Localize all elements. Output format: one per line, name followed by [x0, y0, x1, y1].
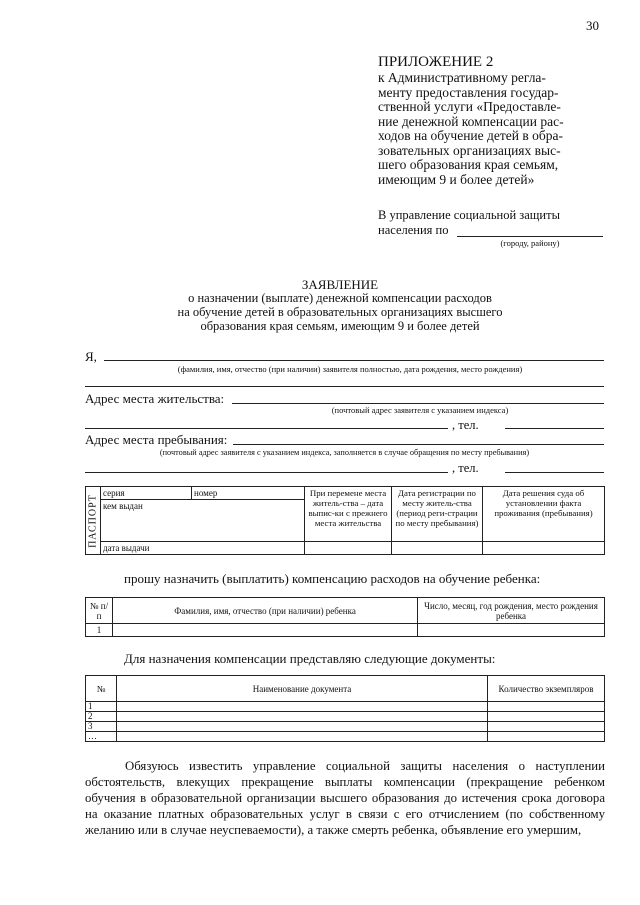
move-date-header: При перемене места житель-ства – дата выпис-ки с прежнего места жительства	[305, 487, 392, 542]
doc-qty-cell[interactable]	[488, 722, 605, 732]
table-row	[86, 722, 605, 732]
statement-title: ЗАЯВЛЕНИЕ	[301, 277, 379, 292]
appendix-line: ние денежной компенсации рас-	[378, 113, 564, 129]
passport-side-label: ПАСПОРТ	[87, 493, 99, 548]
passport-side-cell	[86, 487, 101, 555]
obligation-paragraph: Обязуюсь известить управление социальной защиты населения о наступлении обстоятельств, влекущих прекращение выплаты компенсации (прекращение ребенком обучения в образовательной организации высшего образования до истечения срока договора на оказание платных образовательных услуг в связи с его отчислением (по собственному желанию или в случае неуспеваемости), а также смерть ребенка, объявление его умершим,	[85, 759, 605, 837]
docs-intro: Для назначения компенсации представляю следующие документы:	[124, 651, 496, 666]
child-birth-header: Число, месяц, год рождения, место рождения ребенка	[418, 598, 605, 624]
appendix-line: менту предоставления государ-	[378, 84, 559, 100]
applicant-label: Я,	[85, 349, 97, 364]
applicant-field[interactable]	[104, 360, 604, 361]
page-number: 30	[586, 18, 599, 33]
residence-label: Адрес места жительства:	[85, 391, 225, 406]
doc-qty-cell[interactable]	[488, 712, 605, 722]
table-row	[86, 624, 605, 637]
passport-issued-by-label: кем выдан	[103, 501, 143, 511]
court-decision-header: Дата решения суда об установлении факта проживания (пребывания)	[483, 487, 605, 542]
doc-row-num: 3	[86, 722, 117, 732]
residence-caption: (почтовый адрес заявителя с указанием индекса)	[331, 405, 509, 415]
passport-issued-by-cell[interactable]	[101, 500, 305, 542]
stay-tel-label: , тел.	[452, 461, 479, 475]
doc-name-cell[interactable]	[117, 732, 488, 742]
passport-table	[85, 486, 605, 555]
appendix-line: ственной услуги «Предоставле-	[378, 99, 561, 114]
doc-row-num: 2	[86, 712, 117, 722]
stay-label: Адрес места пребывания:	[85, 432, 228, 447]
appendix-line: к Административному регла-	[378, 70, 546, 85]
request-text: прошу назначить (выплатить) компенсацию расходов на обучение ребенка:	[124, 571, 541, 586]
doc-name-cell[interactable]	[117, 712, 488, 722]
passport-number-cell[interactable]	[192, 487, 305, 500]
child-table	[85, 597, 605, 637]
child-num-header: № п/п	[86, 598, 113, 624]
court-decision-cell[interactable]	[483, 542, 605, 555]
stay-field[interactable]	[233, 444, 604, 445]
doc-name-cell[interactable]	[117, 702, 488, 712]
stay-caption: (почтовый адрес заявителя с указанием индекса, заполняется в случае обращения по месту пребывания)	[159, 448, 530, 457]
residence-field-2[interactable]	[85, 428, 448, 429]
passport-number-label: номер	[194, 488, 218, 498]
child-name-cell[interactable]	[113, 624, 418, 637]
applicant-caption: (фамилия, имя, отчество (при наличии) заявителя полностью, дата рождения, место рождения)	[177, 364, 523, 374]
addressee-field[interactable]	[457, 236, 603, 237]
move-date-cell[interactable]	[305, 542, 392, 555]
appendix-line: имеющим 9 и более детей»	[378, 171, 535, 187]
addressee-line2: населения по	[378, 223, 449, 237]
doc-row-num: 1	[86, 702, 117, 712]
passport-issue-date-cell[interactable]	[101, 542, 305, 555]
passport-series-cell[interactable]	[101, 487, 192, 500]
addressee-caption: (городу, району)	[500, 238, 560, 248]
appendix-line: зовательных организациях выс-	[378, 142, 561, 158]
doc-qty-cell[interactable]	[488, 702, 605, 712]
passport-series-label: серия	[103, 488, 125, 498]
addressee-line1: В управление социальной защиты	[378, 208, 560, 222]
statement-subtitle: образования края семьям, имеющим 9 и более детей	[200, 319, 480, 333]
stay-field-2[interactable]	[85, 472, 448, 473]
doc-num-header: №	[86, 676, 117, 702]
doc-row-num: …	[86, 732, 117, 742]
child-birth-cell[interactable]	[418, 624, 605, 637]
appendix-title: ПРИЛОЖЕНИЕ 2	[378, 54, 494, 70]
residence-tel-field[interactable]	[505, 428, 604, 429]
table-row	[86, 702, 605, 712]
doc-qty-cell[interactable]	[488, 732, 605, 742]
residence-field[interactable]	[232, 403, 604, 404]
child-row-num: 1	[86, 624, 113, 637]
child-name-header: Фамилия, имя, отчество (при наличии) ребенка	[113, 598, 418, 624]
statement-subtitle: на обучение детей в образовательных организациях высшего	[177, 305, 503, 319]
applicant-field-2[interactable]	[85, 386, 604, 387]
residence-tel-label: , тел.	[452, 418, 479, 432]
registration-date-header: Дата регистрации по месту житель-ства (период реги-страции по месту пребывания)	[392, 487, 483, 542]
documents-table	[85, 675, 605, 742]
table-row	[86, 732, 605, 742]
appendix-line: шего образования края семьям,	[378, 157, 559, 172]
registration-date-cell[interactable]	[392, 542, 483, 555]
doc-name-cell[interactable]	[117, 722, 488, 732]
doc-qty-header: Количество экземпляров	[488, 676, 605, 702]
statement-subtitle: о назначении (выплате) денежной компенсации расходов	[188, 291, 492, 305]
passport-issue-date-label: дата выдачи	[103, 543, 150, 553]
appendix-line: ходов на обучение детей в обра-	[378, 128, 563, 143]
table-row	[86, 712, 605, 722]
stay-tel-field[interactable]	[505, 472, 604, 473]
appendix-block	[378, 54, 604, 187]
doc-name-header: Наименование документа	[117, 676, 488, 702]
